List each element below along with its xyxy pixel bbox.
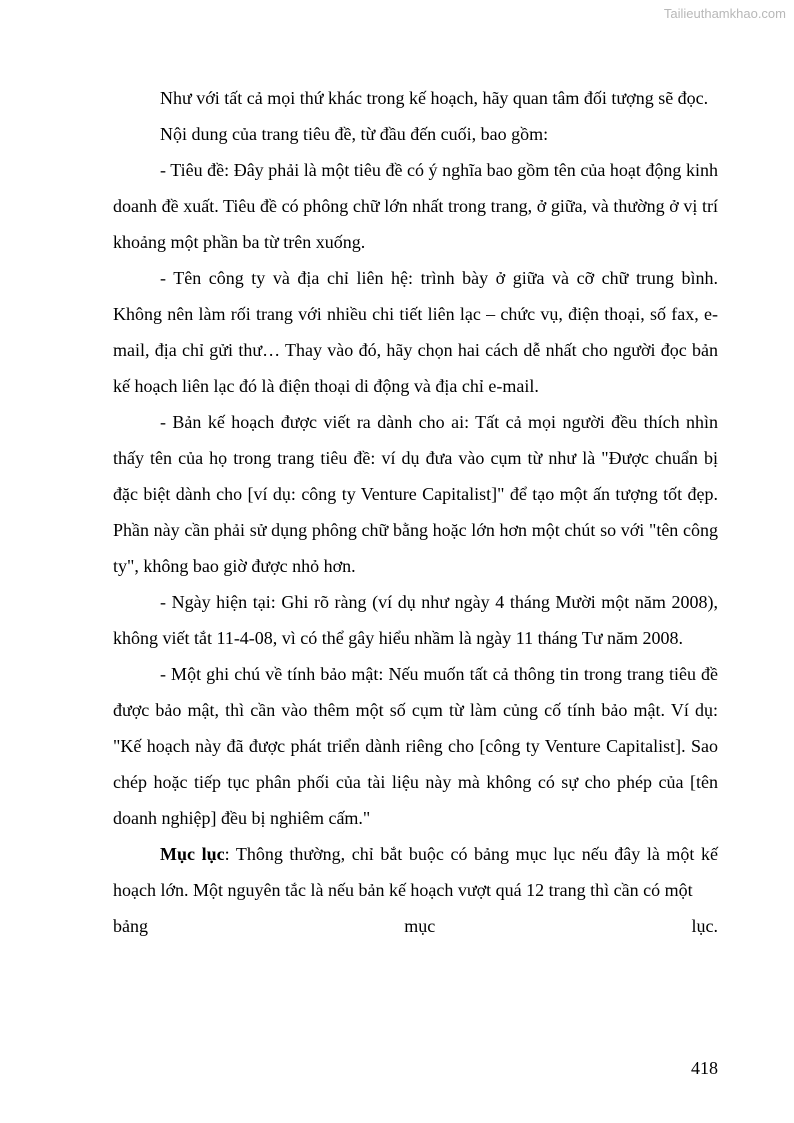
paragraph-title-page-contents: Nội dung của trang tiêu đề, từ đầu đến cuối, bao gồm: — [160, 124, 549, 144]
toc-text: : Thông thường, chỉ bắt buộc có bảng mục lục nếu đây là một kế hoạch lớn. Một nguyên tắc là nếu bản kế hoạch vượt quá 12 trang thì cần có một — [113, 844, 718, 900]
toc-word: bảng — [113, 916, 148, 936]
page-number: 418 — [691, 1058, 718, 1078]
toc-word: mục — [404, 916, 436, 936]
toc-word: lục. — [691, 916, 718, 936]
watermark: Tailieuthamkhao.com — [663, 6, 786, 21]
paragraph-company-contact: - Tên công ty và địa chỉ liên hệ: trình bày ở giữa và cỡ chữ trung bình. Không nên làm rối trang với nhiều chi tiết liên lạc – chức vụ, điện thoại, số fax, e-mail, địa chỉ gửi thư… Thay vào đó, hãy chọn hai cách dễ nhất cho người đọc bản kế hoạch liên lạc đó là điện thoại di động và địa chỉ e-mail. — [113, 268, 718, 396]
paragraph-table-of-contents — [113, 836, 718, 908]
paragraph-title: - Tiêu đề: Đây phải là một tiêu đề có ý nghĩa bao gồm tên của hoạt động kinh doanh đề xuất. Tiêu đề có phông chữ lớn nhất trong trang, ở giữa, và thường ở vị trí khoảng một phần ba từ trên xuống. — [113, 160, 718, 252]
paragraph-date: - Ngày hiện tại: Ghi rõ ràng (ví dụ như ngày 4 tháng Mười một năm 2008), không viết tắt 11-4-08, vì có thể gây hiểu nhầm là ngày 11 tháng Tư năm 2008. — [113, 592, 718, 648]
toc-last-line — [113, 908, 718, 944]
toc-heading: Mục lục — [160, 844, 225, 864]
document-body — [113, 80, 718, 944]
paragraph-recipient: - Bản kế hoạch được viết ra dành cho ai: Tất cả mọi người đều thích nhìn thấy tên của họ trong trang tiêu đề: ví dụ đưa vào cụm từ như là "Được chuẩn bị đặc biệt dành cho [ví dụ: công ty Venture Capitalist]" để tạo một ấn tượng tốt đẹp. Phần này cần phải sử dụng phông chữ bằng hoặc lớn hơn một chút so với "tên công ty", không bao giờ được nhỏ hơn. — [113, 412, 718, 576]
paragraph-confidentiality: - Một ghi chú về tính bảo mật: Nếu muốn tất cả thông tin trong trang tiêu đề được bảo mật, thì cần vào thêm một số cụm từ làm củng cố tính bảo mật. Ví dụ: "Kế hoạch này đã được phát triển dành riêng cho [công ty Venture Capitalist]. Sao chép hoặc tiếp tục phân phối của tài liệu này mà không có sự cho phép của [tên doanh nghiệp] đều bị nghiêm cấm." — [113, 664, 718, 828]
paragraph-audience: Như với tất cả mọi thứ khác trong kế hoạch, hãy quan tâm đối tượng sẽ đọc. — [160, 88, 709, 108]
